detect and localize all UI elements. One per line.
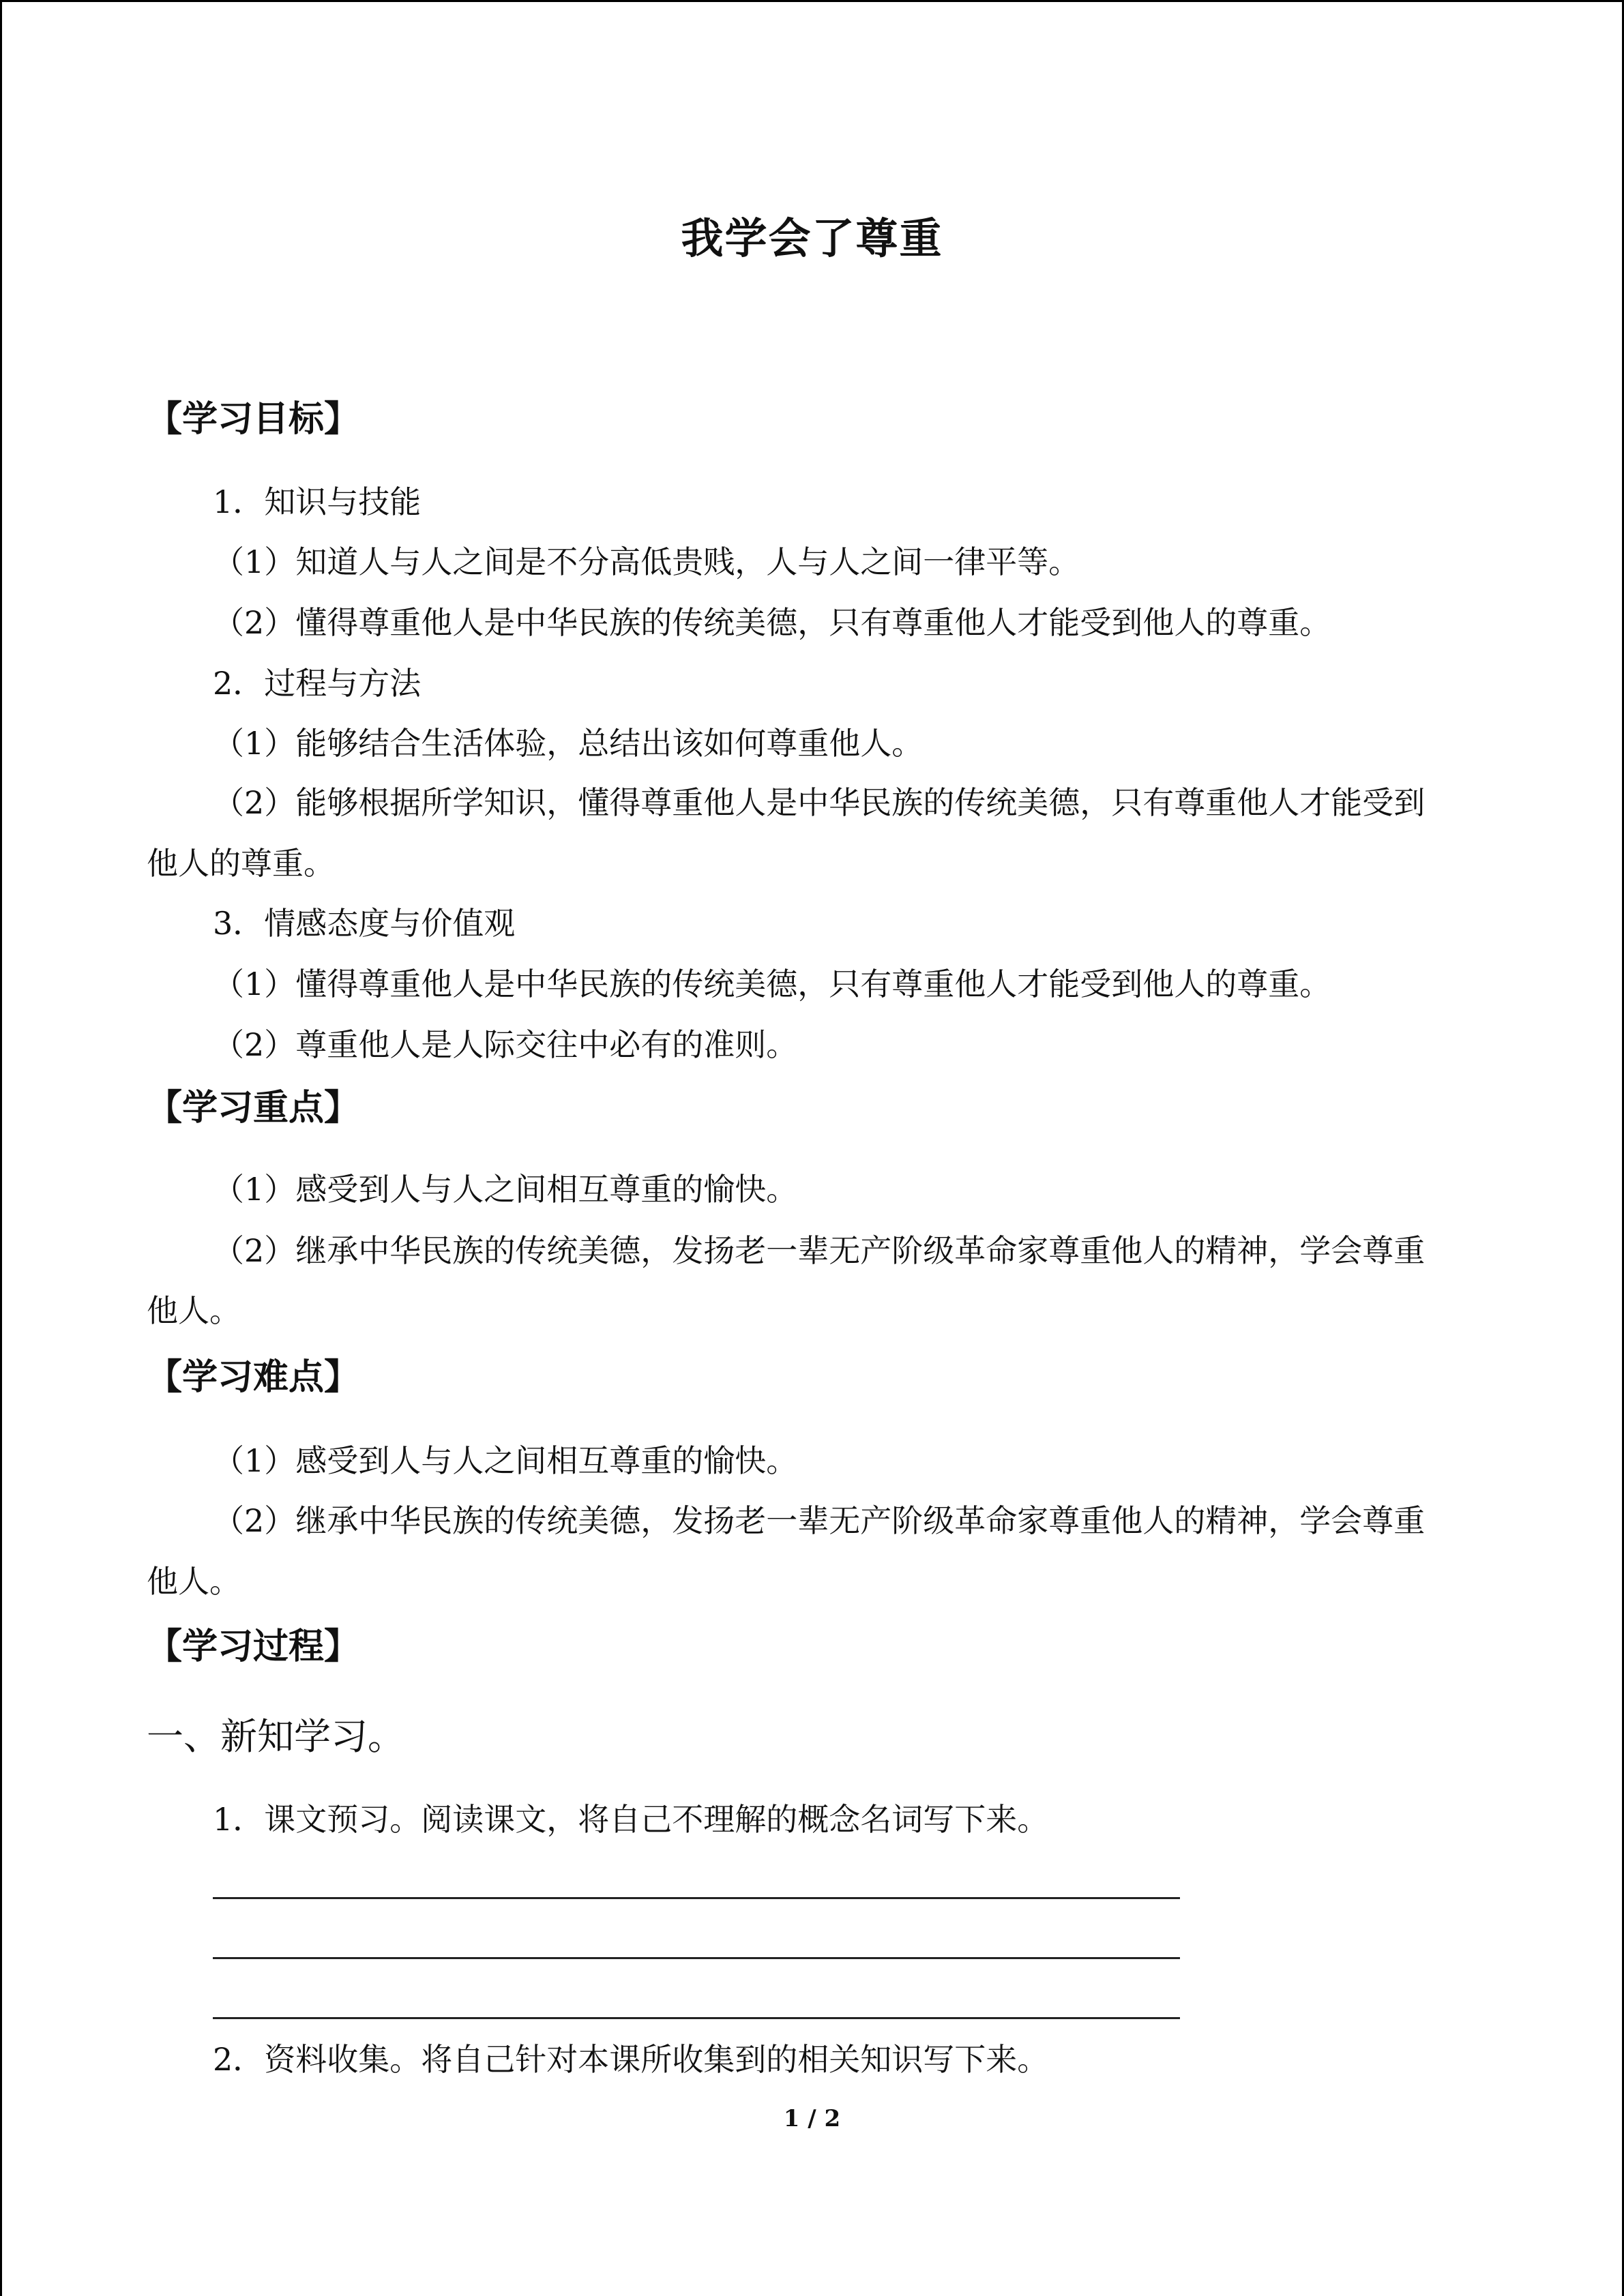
objective-emotion-item-1: （1）懂得尊重他人是中华民族的传统美德，只有尊重他人才能受到他人的尊重。 xyxy=(213,966,1331,1002)
key-point-item-2-line-1: （2）继承中华民族的传统美德，发扬老一辈无产阶级革命家尊重他人的精神，学会尊重 xyxy=(213,1232,1426,1269)
answer-blank-line[interactable] xyxy=(213,2017,1180,2019)
objective-process-item-2-line-2: 他人的尊重。 xyxy=(147,845,335,882)
page-number: 1 / 2 xyxy=(783,2105,841,2132)
page-title: 我学会了尊重 xyxy=(681,213,943,263)
answer-blank-line[interactable] xyxy=(213,1957,1180,1959)
key-point-item-2-line-2: 他人。 xyxy=(147,1292,241,1329)
difficulty-item-2-line-1: （2）继承中华民族的传统美德，发扬老一辈无产阶级革命家尊重他人的精神，学会尊重 xyxy=(213,1502,1426,1539)
section-heading-objectives: 【学习目标】 xyxy=(147,399,360,440)
section-heading-process: 【学习过程】 xyxy=(147,1626,360,1667)
key-point-item-1: （1）感受到人与人之间相互尊重的愉快。 xyxy=(213,1171,798,1208)
task-1-text: 1．课文预习。阅读课文，将自己不理解的概念名词写下来。 xyxy=(213,1801,1049,1838)
objective-process-item-2-line-1: （2）能够根据所学知识，懂得尊重他人是中华民族的传统美德，只有尊重他人才能受到 xyxy=(213,784,1426,821)
difficulty-item-1: （1）感受到人与人之间相互尊重的愉快。 xyxy=(213,1442,798,1479)
objective-emotion-label: 3．情感态度与价值观 xyxy=(213,905,516,942)
task-2-text: 2．资料收集。将自己针对本课所收集到的相关知识写下来。 xyxy=(213,2041,1049,2078)
objective-knowledge-item-2: （2）懂得尊重他人是中华民族的传统美德，只有尊重他人才能受到他人的尊重。 xyxy=(213,604,1331,641)
section-heading-difficulties: 【学习难点】 xyxy=(147,1357,360,1398)
answer-blank-line[interactable] xyxy=(213,1897,1180,1899)
section-heading-key-points: 【学习重点】 xyxy=(147,1088,360,1129)
objective-process-item-1: （1）能够结合生活体验，总结出该如何尊重他人。 xyxy=(213,725,924,762)
objective-emotion-item-2: （2）尊重他人是人际交往中必有的准则。 xyxy=(213,1026,798,1063)
objective-knowledge-item-1: （1）知道人与人之间是不分高低贵贱，人与人之间一律平等。 xyxy=(213,543,1080,580)
objective-knowledge-label: 1．知识与技能 xyxy=(213,483,422,520)
difficulty-item-2-line-2: 他人。 xyxy=(147,1563,241,1600)
objective-process-label: 2．过程与方法 xyxy=(213,665,422,702)
part-one-heading: 一、新知学习。 xyxy=(147,1715,404,1758)
